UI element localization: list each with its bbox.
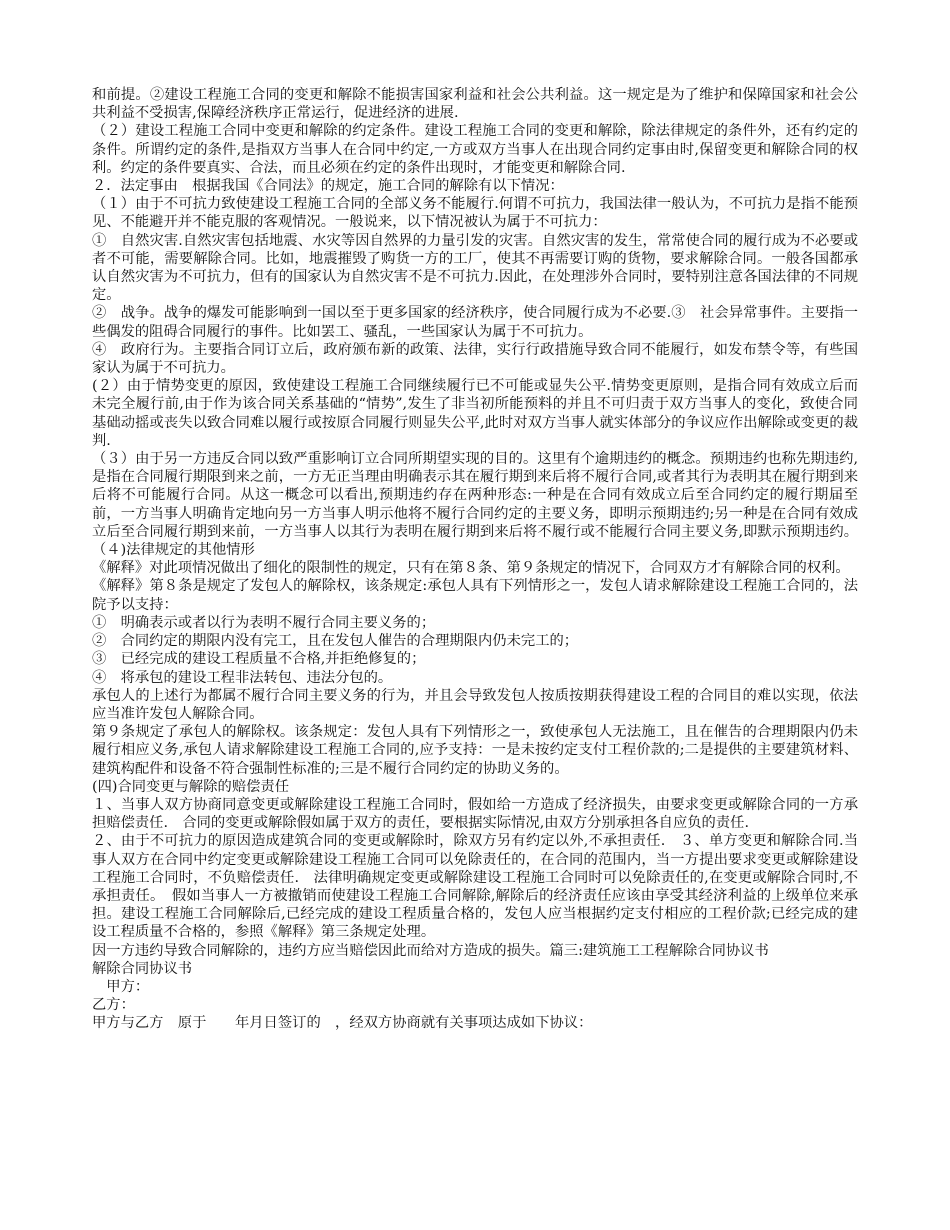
paragraph-19: １、当事人双方协商同意变更或解除建设工程施工合同时，假如给一方造成了经济损失，由要求变更或解除合同的一方承担赔偿责任. 合同的变更或解除假如属于双方的责任，要根据实际情况,由双方分别承担各自应负的责任. [92,796,858,832]
list-item-3: ③ 已经完成的建设工程质量不合格,并拒绝修复的； [92,651,426,668]
party-a-line: 甲方： [92,978,150,995]
section-heading: (四)合同变更与解除的赔偿责任 [92,778,290,795]
paragraph-8: (２）由于情势变更的原因，致使建设工程施工合同继续履行已不可能或显失公平.情势变更原则，是指合同有效成立后而未完全履行前,由于作为该合同关系基础的“情势”,发生了非当初所能预料的并且不可归责于双方当事人的变化，致使合同基础动摇或丧失以致合同难以履行或按原合同履行则显失公平,此时对双方当事人就实体部分的争议应作出解除或变更的裁判. [92,378,858,449]
paragraph-4: （１）由于不可抗力致使建设工程施工合同的全部义务不能履行.何谓不可抗力，我国法律一般认为，不可抗力是指不能预见、不能避开并不能克服的客观情况。一般说来，以下情况被认为属于不可抗力： [92,196,858,231]
paragraph-7: ④ 政府行为。主要指合同订立后，政府颁布新的政策、法律，实行行政措施导致合同不能履行，如发布禁令等，有些国家认为属于不可抗力。 [92,341,858,377]
agreement-title: 解除合同协议书 [92,960,193,977]
agreement-intro: 甲方与乙方 原于 年月日签订的 ，经双方协商就有关事项达成如下协议： [92,1015,593,1032]
paragraph-1: 和前提。②建设工程施工合同的变更和解除不能损害国家利益和社会公共利益。这一规定是为了维护和保障国家和社会公共利益不受损害,保障经济秩序正常运行，促进经济的进展. [92,87,858,122]
paragraph-20: ２、由于不可抗力的原因造成建筑合同的变更或解除时，除双方另有约定以外,不承担责任. ３、单方变更和解除合同.当事人双方在合同中约定变更或解除建设工程施工合同可以免除责任的，在合同的范围内，当一方提出要求变更或解除建设工程施工合同时，不负赔偿责任. 法律明确规定变更或解除建设工程施工合同时可以免除责任的,在变更或解除合同时,不承担责任。 假如当事人一方被撤销而使建设工程施工合同解除,解除后的经济责任应该由享受其经济利益的上级单位来承担。建设工程施工合同解除后,已经完成的建设工程质量合格的，发包人应当根据约定支付相应的工程价款;已经完成的建设工程质量不合格的，参照《解释》第三条规定处理。 [92,833,858,941]
paragraph-3: ２．法定事由 根据我国《合同法》的规定，施工合同的解除有以下情况： [92,178,564,195]
list-item-1: ① 明确表示或者以行为表明不履行合同主要义务的； [92,614,436,631]
paragraph-2: （２）建设工程施工合同中变更和解除的约定条件。建设工程施工合同的变更和解除，除法律规定的条件外，还有约定的条件。所谓约定的条件,是指双方当事人在合同中约定,一方或双方当事人在出现合同约定事由时,保留变更和解除合同的权利。约定的条件要真实、合法，而且必须在约定的条件出现时，才能变更和解除合同. [92,123,858,176]
paragraph-21: 因一方违约导致合同解除的，违约方应当赔偿因此而给对方造成的损失。篇三:建筑施工工程解除合同协议书 [92,942,769,959]
paragraph-5: ① 自然灾害.自然灾害包括地震、水灾等因自然界的力量引发的灾害。自然灾害的发生，常常使合同的履行成为不必要或者不可能，需要解除合同。比如，地震摧毁了购货一方的工厂，使其不再需要订购的货物，要求解除合同。一般各国都承认自然灾害为不可抗力，但有的国家认为自然灾害不是不可抗力.因此，在处理涉外合同时，要特别注意各国法律的不同规定。 [92,232,858,304]
paragraph-16: 承包人的上述行为都属不履行合同主要义务的行为，并且会导致发包人按质按期获得建设工程的合同目的难以实现，依法应当准许发包人解除合同。 [92,687,858,722]
paragraph-17: 第９条规定了承包人的解除权。该条规定：发包人具有下列情形之一，致使承包人无法施工，且在催告的合理期限内仍未履行相应义务,承包人请求解除建设工程施工合同的,应予支持：一是未按约定支付工程价款的;二是提供的主要建筑材料、建筑构配件和设备不符合强制性标准的;三是不履行合同约定的协助义务的。 [92,724,858,777]
paragraph-10: 《解释》对此项情况做出了细化的限制性的规定，只有在第８条、第９条规定的情况下，合同双方才有解除合同的权利。 [92,560,850,577]
list-item-4: ④ 将承包的建设工程非法转包、违法分包的。 [92,669,393,686]
paragraph-9: （３）由于另一方违反合同以致严重影响订立合同所期望实现的目的。这里有个逾期违约的概念。预期违约也称先期违约,是指在合同履行期限到来之前，一方无正当理由明确表示其在履行期到来后将不履行合同,或者其行为表明其在履行期到来后将不可能履行合同。从这一概念可以看出,预期违约存在两种形态:一种是在合同有效成立后至合同约定的履行期届至前，一方当事人明确肯定地向另一方当事人明示他将不履行合同约定的主要义务，即明示预期违约;另一种是在合同有效成立后至合同履行期到来前，一方当事人以其行为表明在履行期到来后将不履行或不能履行合同主要义务,即默示预期违约。（４)法律规定的其他情形 [92,451,858,559]
paragraph-6: ② 战争。战争的爆发可能影响到一国以至于更多国家的经济秩序，使合同履行成为不必要.③ 社会异常事件。主要指一些偶发的阻碍合同履行的事件。比如罢工、骚乱，一些国家认为属于不可抗力。 [92,305,858,340]
party-b-line: 乙方： [92,997,135,1014]
list-item-2: ② 合同约定的期限内没有完工，且在发包人催告的合理期限内仍未完工的； [92,633,579,650]
paragraph-11: 《解释》第８条是规定了发包人的解除权，该条规定:承包人具有下列情形之一，发包人请求解除建设工程施工合同的，法院予以支持： [92,578,858,613]
